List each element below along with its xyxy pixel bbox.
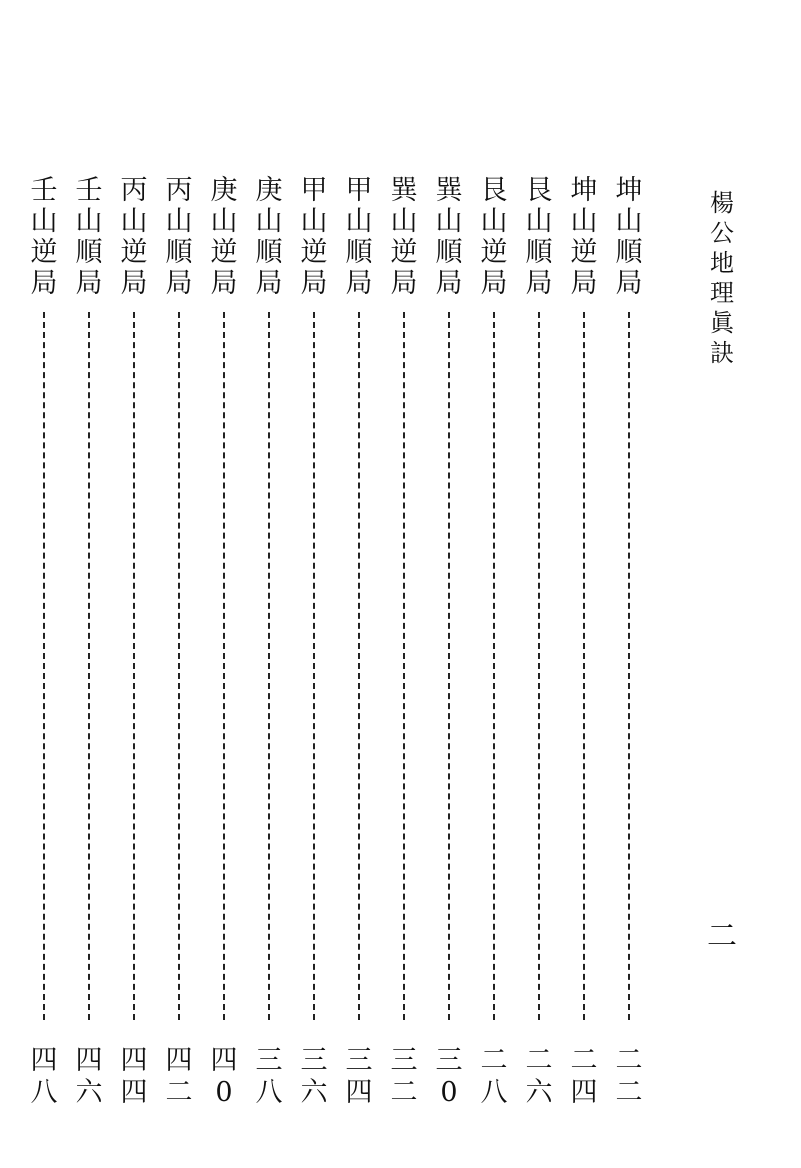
- leader-dots: [403, 312, 405, 1020]
- entry-label: 坤山順局: [615, 175, 643, 299]
- entry-page-number: 三二: [390, 1045, 418, 1108]
- entry-label: 壬山逆局: [30, 175, 58, 299]
- leader-dots: [493, 312, 495, 1020]
- entry-label: 巽山順局: [435, 175, 463, 299]
- leader-dots: [223, 312, 225, 1020]
- entry-page-number: 三六: [300, 1045, 328, 1108]
- entry-label: 巽山逆局: [390, 175, 418, 299]
- leader-dots: [583, 312, 585, 1020]
- entry-page-number: 三八: [255, 1045, 283, 1108]
- entry-label: 甲山逆局: [300, 175, 328, 299]
- entry-page-number: 二四: [570, 1045, 598, 1108]
- entry-label: 庚山順局: [255, 175, 283, 299]
- leader-dots: [88, 312, 90, 1020]
- entry-page-number: 四四: [120, 1045, 148, 1108]
- entry-page-number: 三0: [435, 1045, 463, 1108]
- running-title: 楊公地理眞訣: [710, 189, 734, 367]
- entry-label: 艮山逆局: [480, 175, 508, 299]
- leader-dots: [43, 312, 45, 1020]
- entry-label: 艮山順局: [525, 175, 553, 299]
- entry-label: 坤山逆局: [570, 175, 598, 299]
- leader-dots: [178, 312, 180, 1020]
- leader-dots: [628, 312, 630, 1020]
- entry-label: 甲山順局: [345, 175, 373, 299]
- leader-dots: [268, 312, 270, 1020]
- entry-page-number: 二六: [525, 1045, 553, 1108]
- entry-page-number: 二八: [480, 1045, 508, 1108]
- leader-dots: [448, 312, 450, 1020]
- entry-label: 庚山逆局: [210, 175, 238, 299]
- entry-label: 丙山順局: [165, 175, 193, 299]
- entry-page-number: 四六: [75, 1045, 103, 1108]
- entry-page-number: 三四: [345, 1045, 373, 1108]
- entry-label: 壬山順局: [75, 175, 103, 299]
- entry-page-number: 二二: [615, 1045, 643, 1108]
- leader-dots: [538, 312, 540, 1020]
- entry-page-number: 四八: [30, 1045, 58, 1108]
- page-number: 二: [707, 919, 737, 954]
- leader-dots: [358, 312, 360, 1020]
- entry-page-number: 四二: [165, 1045, 193, 1108]
- leader-dots: [133, 312, 135, 1020]
- entry-label: 丙山逆局: [120, 175, 148, 299]
- leader-dots: [313, 312, 315, 1020]
- entry-page-number: 四0: [210, 1045, 238, 1108]
